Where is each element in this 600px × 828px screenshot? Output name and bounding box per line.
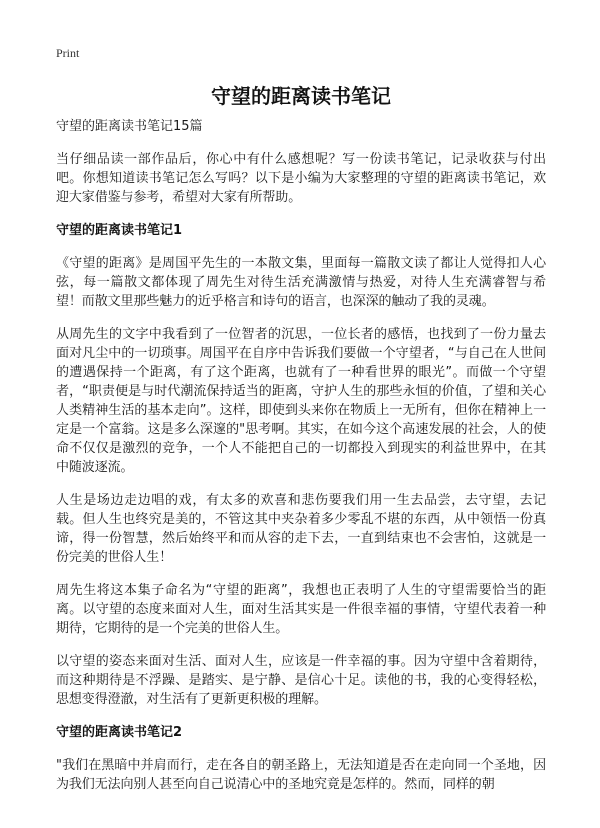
paragraph: 周先生将这本集子命名为“守望的距离”，我想也正表明了人生的守望需要恰当的距离。以守望的态度来面对人生，面对生活其实是一件很幸福的事情，守望代表着一种期待，它期待的是一个完美的世俗人生。 [56,583,546,636]
print-link[interactable]: Print [56,46,80,60]
document-subtitle: 守望的距离读书笔记15篇 [56,119,203,134]
paragraph: 以守望的姿态来面对生活、面对人生，应该是一件幸福的事。因为守望中含着期待，而这种期待是不浮躁、是踏实、是宁静、是信心十足。读他的书，我的心变得轻松，思想变得澄澈，对生活有了更新更积极的理解。 [56,654,546,707]
intro-paragraph: 当仔细品读一部作品后，你心中有什么感想呢？写一份读书笔记，记录收获与付出吧。你想知道读书笔记怎么写吗？以下是小编为大家整理的守望的距离读书笔记，欢迎大家借鉴与参考，希望对大家有所帮助。 [56,152,546,205]
document-body [56,118,546,808]
section-heading-2: 守望的距离读书笔记2 [56,725,183,740]
paragraph: "我们在黑暗中并肩而行，走在各自的朝圣路上，无法知道是否在走向同一个圣地，因为我们无法向别人甚至向自己说清心中的圣地究竟是怎样的。然而，同样的朝 [56,758,546,792]
paragraph: 从周先生的文字中我看到了一位智者的沉思，一位长者的感悟，也找到了一份力量去面对凡尘中的一切琐事。周国平在自序中告诉我们要做一个守望者，“与自己在人世间的遭遇保持一个距离，有了这个距离，也就有了一种看世界的眼光”。而做一个守望者，“职责便是与时代潮流保持适当的距离，守护人生的那些永恒的价值，了望和关心人类精神生活的基本走向”。这样，即使到头来你在物质上一无所有，但你在精神上一定是一个富翁。这是多么深邃的"思考啊。其实，在如今这个高速发展的社会，人的使命不仅仅是激烈的竞争，一个人不能把自己的一切都投入到现实的利益世界中，在其中随波逐流。 [56,327,546,475]
document-title: 守望的距离读书笔记 [211,84,391,108]
paragraph: 人生是场边走边唱的戏，有太多的欢喜和悲伤要我们用一生去品尝，去守望，去记载。但人生也终究是美的，不管这其中夹杂着多少零乱不堪的东西，从中领悟一份真谛，得一份智慧，然后始终平和而从容的走下去，一直到结束也不会害怕，这就是一份完美的世俗人生！ [56,493,546,565]
paragraph: 《守望的距离》是周国平先生的一本散文集，里面每一篇散文读了都让人觉得扣人心弦，每一篇散文都体现了周先生对待生活充满激情与热爱，对待人生充满睿智与希望！而散文里那些魅力的近乎格言和诗句的语言，也深深的触动了我的灵魂。 [56,256,546,309]
section-heading-1: 守望的距离读书笔记1 [56,223,183,238]
